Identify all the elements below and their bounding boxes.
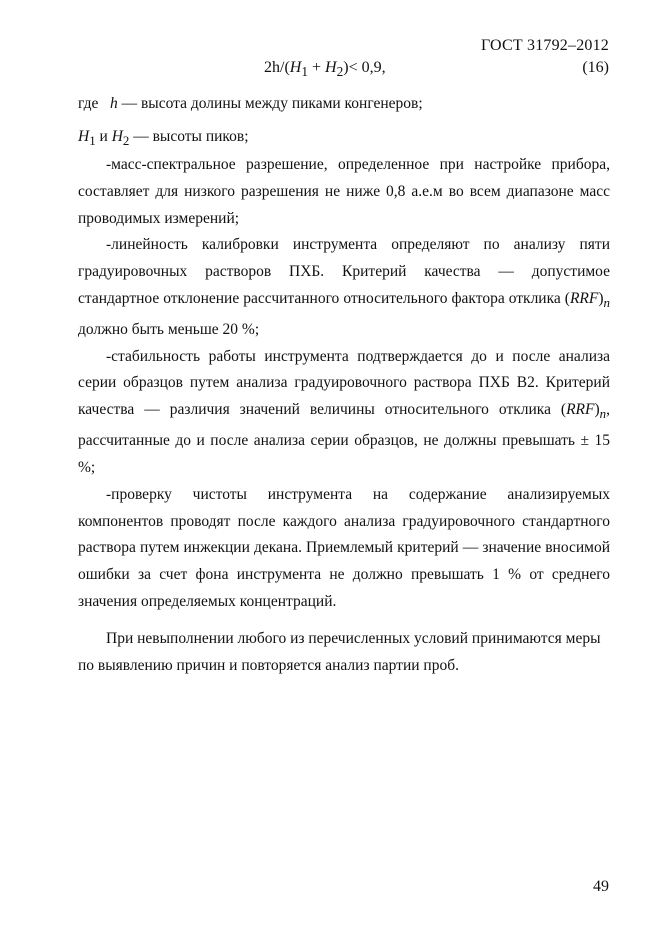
paragraph-conclusion — [78, 626, 610, 680]
paragraph-cleanliness-text: -проверку чистоты инструмента на содержание анализируемых компонентов проводят после каждого анализа градуировочного стандартного раствора путем инжекции декана. Приемлемый критерий — значение вносимой ошибки за счет фона инструмента не должно превышать 1 % от среднего значения определяемых концентраций. — [78, 485, 610, 610]
paragraph-linearity-text: -линейность калибровки инструмента определяют по анализу пяти градуировочных растворов ПХБ. Критерий качества — допустимое стандартное отклонение рассчитанного относительного фактора отклика ( — [78, 236, 610, 307]
formula-prefix: 2h/( — [264, 59, 290, 76]
paragraph-cleanliness — [78, 482, 610, 616]
formula-h1: H — [289, 59, 302, 76]
formula-h2: H — [325, 59, 337, 76]
paragraph-stability-text: -стабильность работы инструмента подтверждается до и после анализа серии образцов путем анализа градуировочного раствора ПХБ В2. Критерий качества — различия значений величины относительного отклика ( — [78, 347, 610, 419]
heights-definition-text: — высоты пиков; — [129, 128, 249, 145]
where-word: где — [78, 95, 99, 112]
paragraph-conclusion-text: При невыполнении любого из перечисленных условий принимаются меры по выявлению причин и повторяется анализ партии проб. — [78, 629, 601, 674]
definition-h — [78, 95, 423, 113]
main-text — [78, 152, 610, 679]
formula-h2-subscript: 2 — [336, 64, 344, 80]
formula-number: (16) — [582, 59, 609, 76]
document-header: ГОСТ 31792–2012 — [480, 37, 609, 54]
page-number: 49 — [593, 878, 609, 895]
rrf-symbol: RRF — [569, 289, 599, 307]
formula-plus: + — [308, 59, 326, 76]
paragraph-linearity: -линейность калибровки инструмента определяют по анализу пяти градуировочных растворов ПХБ. Критерий качества — допустимое стандартное отклонение рассчитанного относительного фактора отклика $(RRF)_n$ должно быть меньше 20 %; — [78, 236, 610, 338]
and-word: и — [95, 128, 112, 145]
paragraph-stability-text-after: , рассчитанные до и после анализа серии образцов, не должны превышать ± 15 %; — [78, 401, 610, 476]
h1-symbol: H — [78, 128, 90, 145]
paragraph-linearity-text-after: должно быть меньше 20 %; — [78, 320, 260, 338]
paragraph-resolution-text: -масс-спектральное разрешение, определенное при настройке прибора, составляет для низкого разрешения не ниже 0,8 а.е.м во всем диапазоне масс проводимых измерений; — [78, 156, 610, 227]
formula-suffix: )< 0,9, — [343, 59, 386, 76]
paragraph-stability: -стабильность работы инструмента подтверждается до и после анализа серии образцов путем анализа градуировочного раствора ПХБ В2. Критерий качества — различия значений величины относительного отклика $(RRF)_n$, рассчитанные до и после анализа серии образцов, не должны превышать ± 15 %; — [78, 347, 610, 476]
formula-h1-subscript: 1 — [301, 64, 309, 80]
formula-16 — [264, 59, 386, 80]
rrf-symbol: RRF — [566, 401, 595, 419]
rrf-subscript: n — [603, 295, 610, 311]
h1-subscript: 1 — [89, 133, 96, 149]
h-definition-text: — высота долины между пиками конгенеров; — [117, 95, 423, 112]
definition-h1-h2 — [78, 128, 249, 149]
h2-subscript: 2 — [122, 133, 130, 149]
h-symbol: h — [109, 95, 118, 112]
paragraph-resolution — [78, 152, 610, 232]
h2-symbol: H — [111, 128, 123, 145]
rrf-subscript: n — [599, 406, 607, 422]
